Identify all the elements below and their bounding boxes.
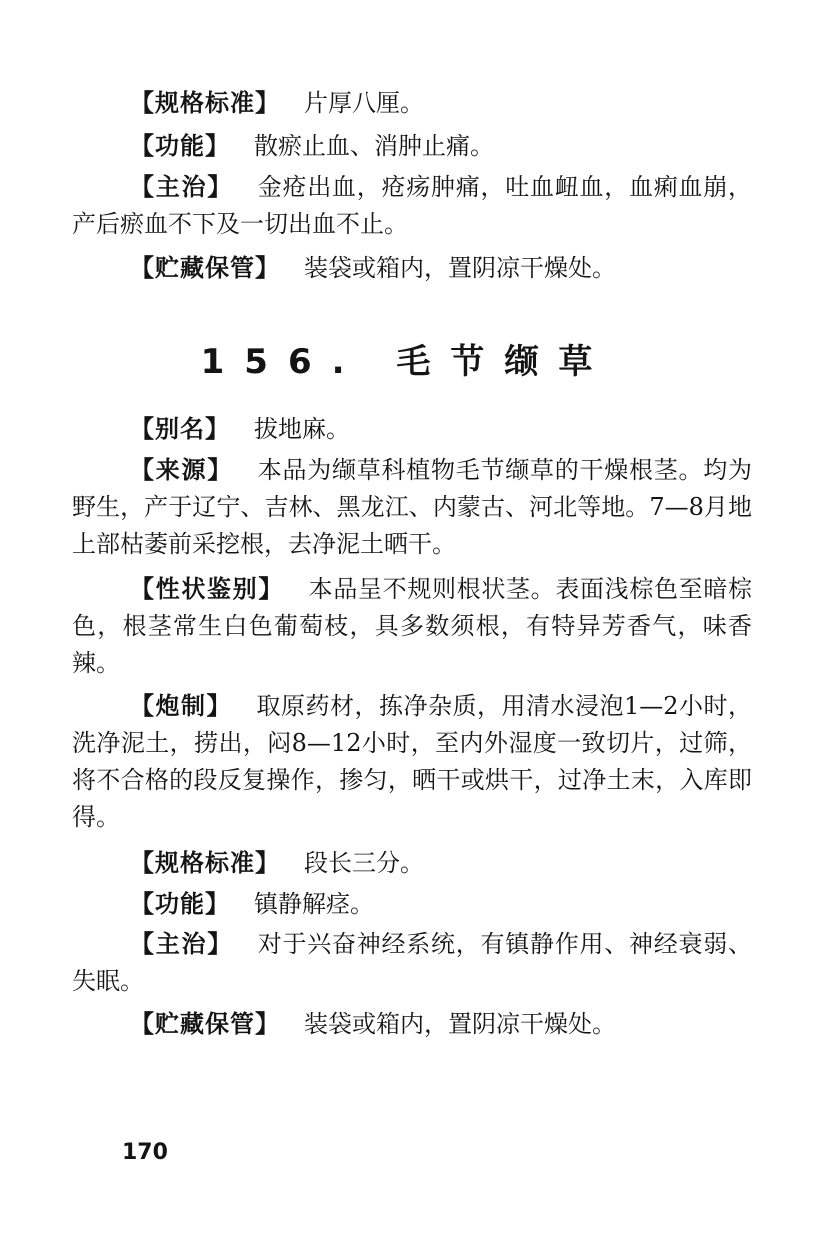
alias-paragraph [72, 411, 752, 448]
spec-text: 段长三分。 [304, 849, 424, 877]
prev-storage-paragraph [72, 250, 752, 287]
function-label: 【功能】 [130, 890, 230, 918]
storage-paragraph [72, 1006, 752, 1043]
prev-indication-label: 【主治】 [130, 173, 233, 201]
source-paragraph [72, 452, 752, 563]
spec-label: 【规格标准】 [130, 849, 280, 877]
processing-text: 取原药材，拣净杂质，用清水浸泡1—2小时，洗净泥土，捞出，闷8—12小时，至内外湿度一致切片，过筛，将不合格的段反复操作，掺匀，晒干或烘干，过净土末，入库即得。 [72, 692, 752, 831]
prev-indication-paragraph [72, 169, 752, 243]
prev-storage-text: 装袋或箱内，置阴凉干燥处。 [304, 254, 616, 282]
processing-paragraph [72, 688, 752, 836]
prev-function-paragraph [72, 128, 752, 165]
source-label: 【来源】 [130, 456, 233, 484]
storage-label: 【贮藏保管】 [130, 1010, 280, 1038]
prev-spec-paragraph [72, 85, 752, 122]
prev-function-label: 【功能】 [130, 132, 230, 160]
identification-paragraph [72, 571, 752, 682]
prev-storage-label: 【贮藏保管】 [130, 254, 280, 282]
indication-paragraph [72, 926, 752, 1000]
identification-text: 本品呈不规则根状茎。表面浅棕色至暗棕色，根茎常生白色葡萄枝，具多数须根，有特异芳香气，味香辣。 [72, 575, 752, 677]
prev-indication-text: 金疮出血，疮疡肿痛，吐血衄血，血痢血崩，产后瘀血不下及一切出血不止。 [72, 173, 752, 238]
entry-title: 156. 毛节缬草 [200, 342, 613, 382]
alias-text: 拔地麻。 [254, 415, 350, 443]
indication-text: 对于兴奋神经系统，有镇静作用、神经衰弱、失眠。 [72, 930, 752, 995]
prev-function-text: 散瘀止血、消肿止痛。 [254, 132, 494, 160]
source-text: 本品为缬草科植物毛节缬草的干燥根茎。均为野生，产于辽宁、吉林、黑龙江、内蒙古、河北等地。7—8月地上部枯萎前采挖根，去净泥土晒干。 [72, 456, 752, 558]
prev-spec-label: 【规格标准】 [130, 89, 280, 117]
prev-spec-text: 片厚八厘。 [304, 89, 424, 117]
processing-label: 【炮制】 [130, 692, 232, 720]
storage-text: 装袋或箱内，置阴凉干燥处。 [304, 1010, 616, 1038]
function-text: 镇静解痉。 [254, 890, 374, 918]
identification-label: 【性状鉴别】 [130, 575, 284, 603]
indication-label: 【主治】 [130, 930, 233, 958]
spec-paragraph [72, 845, 752, 882]
function-paragraph [72, 886, 752, 923]
alias-label: 【别名】 [130, 415, 230, 443]
page-number: 170 [122, 1140, 168, 1165]
